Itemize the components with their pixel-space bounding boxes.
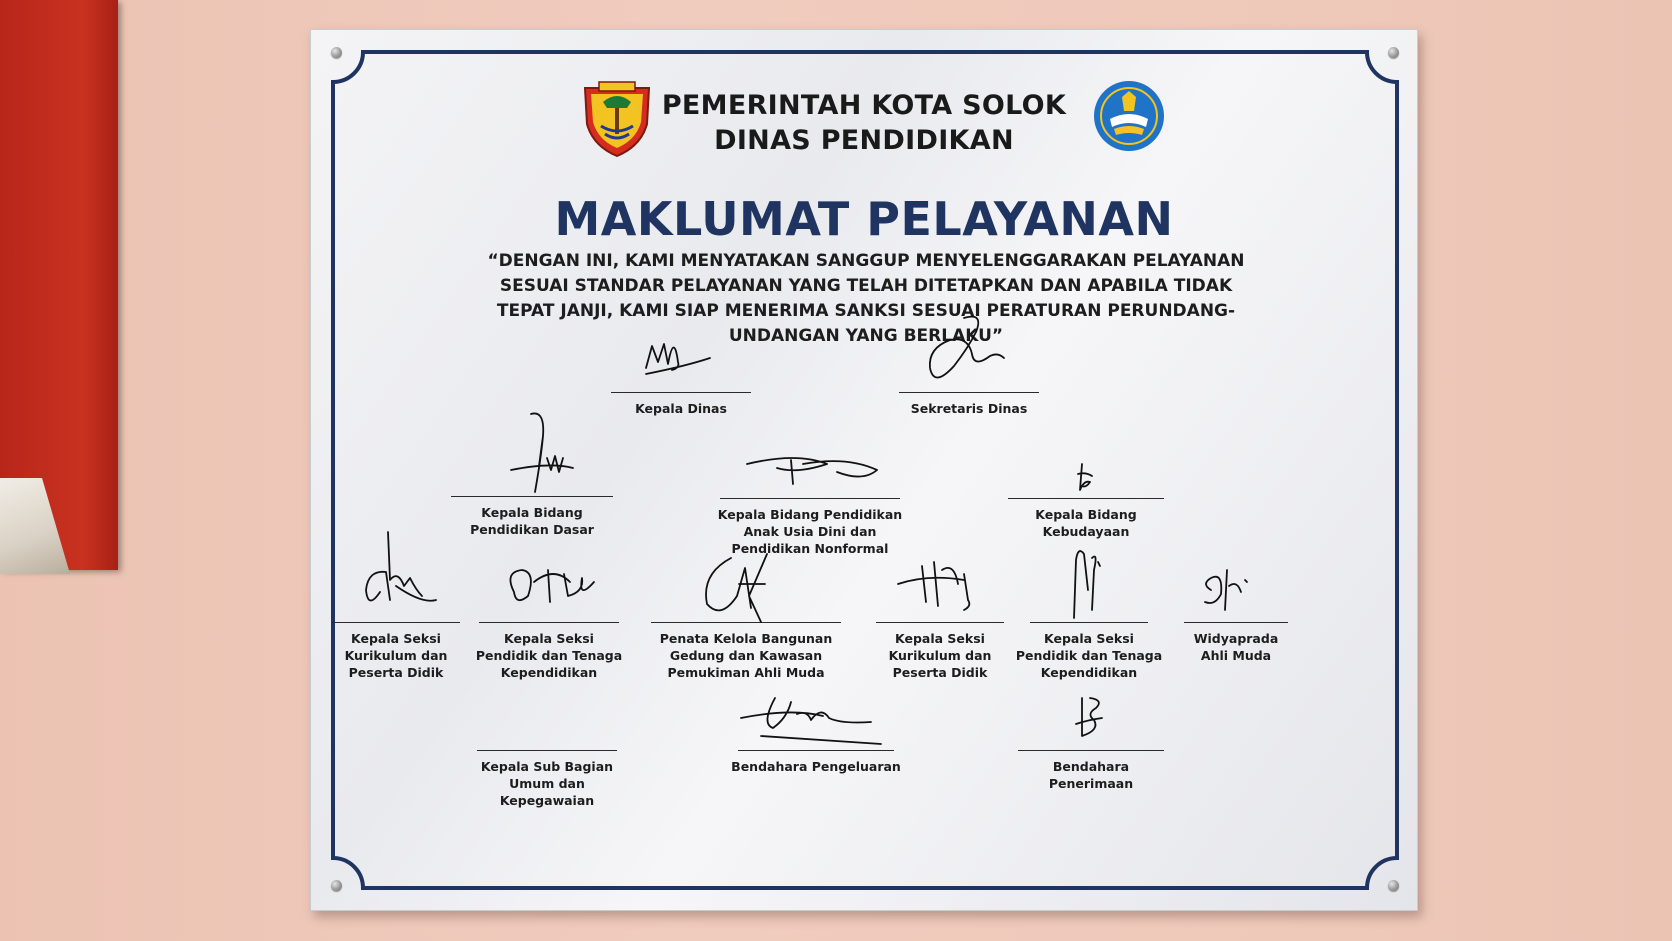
screw-top-left bbox=[331, 47, 342, 58]
signatory-title: Kepala Dinas bbox=[635, 401, 727, 416]
signatory-title: Widyaprada Ahli Muda bbox=[1193, 631, 1279, 663]
signature-block-bendahara-penerimaan bbox=[1016, 690, 1166, 792]
signature-block-kasi-pendidik-2 bbox=[1014, 540, 1164, 681]
signatory-title: Kepala Sub Bagian Umum dan Kepegawaian bbox=[480, 759, 614, 808]
service-commitment-statement: “DENGAN INI, KAMI MENYATAKAN SANGGUP MENYELENGGARAKAN PELAYANAN SESUAI STANDAR PELAYANAN YANG TELAH DITETAPKAN DAN APABILA TIDAK TEPAT JANJI, KAMI SIAP MENERIMA SANKSI SESUAI PERATURAN PERUNDANG-UNDANGAN YANG BERLAKU” bbox=[487, 251, 1245, 346]
signatory-title: Kepala Seksi Pendidik dan Tenaga Kependidikan bbox=[475, 631, 623, 680]
signature-block-kasi-pendidik-1 bbox=[474, 552, 624, 681]
signature-mark bbox=[326, 530, 466, 622]
signatory-title: Sekretaris Dinas bbox=[910, 401, 1028, 416]
screw-bottom-left bbox=[331, 880, 342, 891]
signature-block-kasubbag-umum bbox=[467, 720, 627, 809]
signature-block-kepala-dinas bbox=[606, 322, 756, 417]
signature-mark bbox=[467, 720, 627, 750]
screw-top-right bbox=[1388, 47, 1399, 58]
signature-mark bbox=[1006, 460, 1166, 498]
signature-mark bbox=[1181, 550, 1291, 622]
service-notice-plaque bbox=[310, 29, 1418, 911]
signature-block-bendahara-pengeluaran bbox=[731, 684, 901, 775]
signature-mark bbox=[1016, 690, 1166, 750]
department-name: DINAS PENDIDIKAN bbox=[714, 125, 1014, 156]
screw-bottom-right bbox=[1388, 880, 1399, 891]
signatory-title: Kepala Bidang Kebudayaan bbox=[1035, 507, 1137, 539]
signature-mark bbox=[451, 406, 613, 496]
signature-block-kabid-paud-nonformal bbox=[707, 450, 913, 557]
signature-mark bbox=[641, 544, 851, 622]
signatory-title: Bendahara Penerimaan bbox=[1048, 759, 1134, 791]
signature-mark bbox=[474, 552, 624, 622]
signatory-title: Bendahara Pengeluaran bbox=[731, 759, 901, 774]
signature-mark bbox=[894, 308, 1044, 392]
signatory-title: Kepala Seksi Kurikulum dan Peserta Didik bbox=[344, 631, 448, 680]
signature-block-kasi-kurikulum-2 bbox=[868, 544, 1012, 681]
signatory-title: Penata Kelola Bangunan Gedung dan Kawasan Pemukiman Ahli Muda bbox=[659, 631, 833, 680]
signature-mark bbox=[606, 322, 756, 392]
signature-block-kasi-kurikulum-1 bbox=[326, 530, 466, 681]
signatory-title: Kepala Bidang Pendidikan Dasar bbox=[470, 505, 594, 537]
signature-mark bbox=[868, 544, 1012, 622]
signature-block-sekretaris-dinas bbox=[894, 308, 1044, 417]
signature-mark bbox=[707, 450, 913, 498]
signatory-title: Kepala Seksi Kurikulum dan Peserta Didik bbox=[888, 631, 992, 680]
plaque-header bbox=[311, 88, 1417, 158]
signature-block-kabid-pendidikan-dasar bbox=[451, 406, 613, 538]
notice-title: MAKLUMAT PELAYANAN bbox=[554, 192, 1174, 246]
government-name: PEMERINTAH KOTA SOLOK bbox=[661, 90, 1067, 121]
signatory-title: Kepala Seksi Pendidik dan Tenaga Kependidikan bbox=[1015, 631, 1163, 680]
signature-mark bbox=[1014, 540, 1164, 622]
signatory-title: Kepala Bidang Pendidikan Anak Usia Dini dan Pendidikan Nonformal bbox=[717, 507, 903, 556]
signature-block-widyaprada bbox=[1181, 550, 1291, 664]
signature-block-penata-kelola-bangunan bbox=[641, 544, 851, 681]
signature-block-kabid-kebudayaan bbox=[1006, 460, 1166, 540]
signature-mark bbox=[731, 684, 901, 750]
tut-wuri-handayani-emblem-icon bbox=[1092, 79, 1166, 157]
